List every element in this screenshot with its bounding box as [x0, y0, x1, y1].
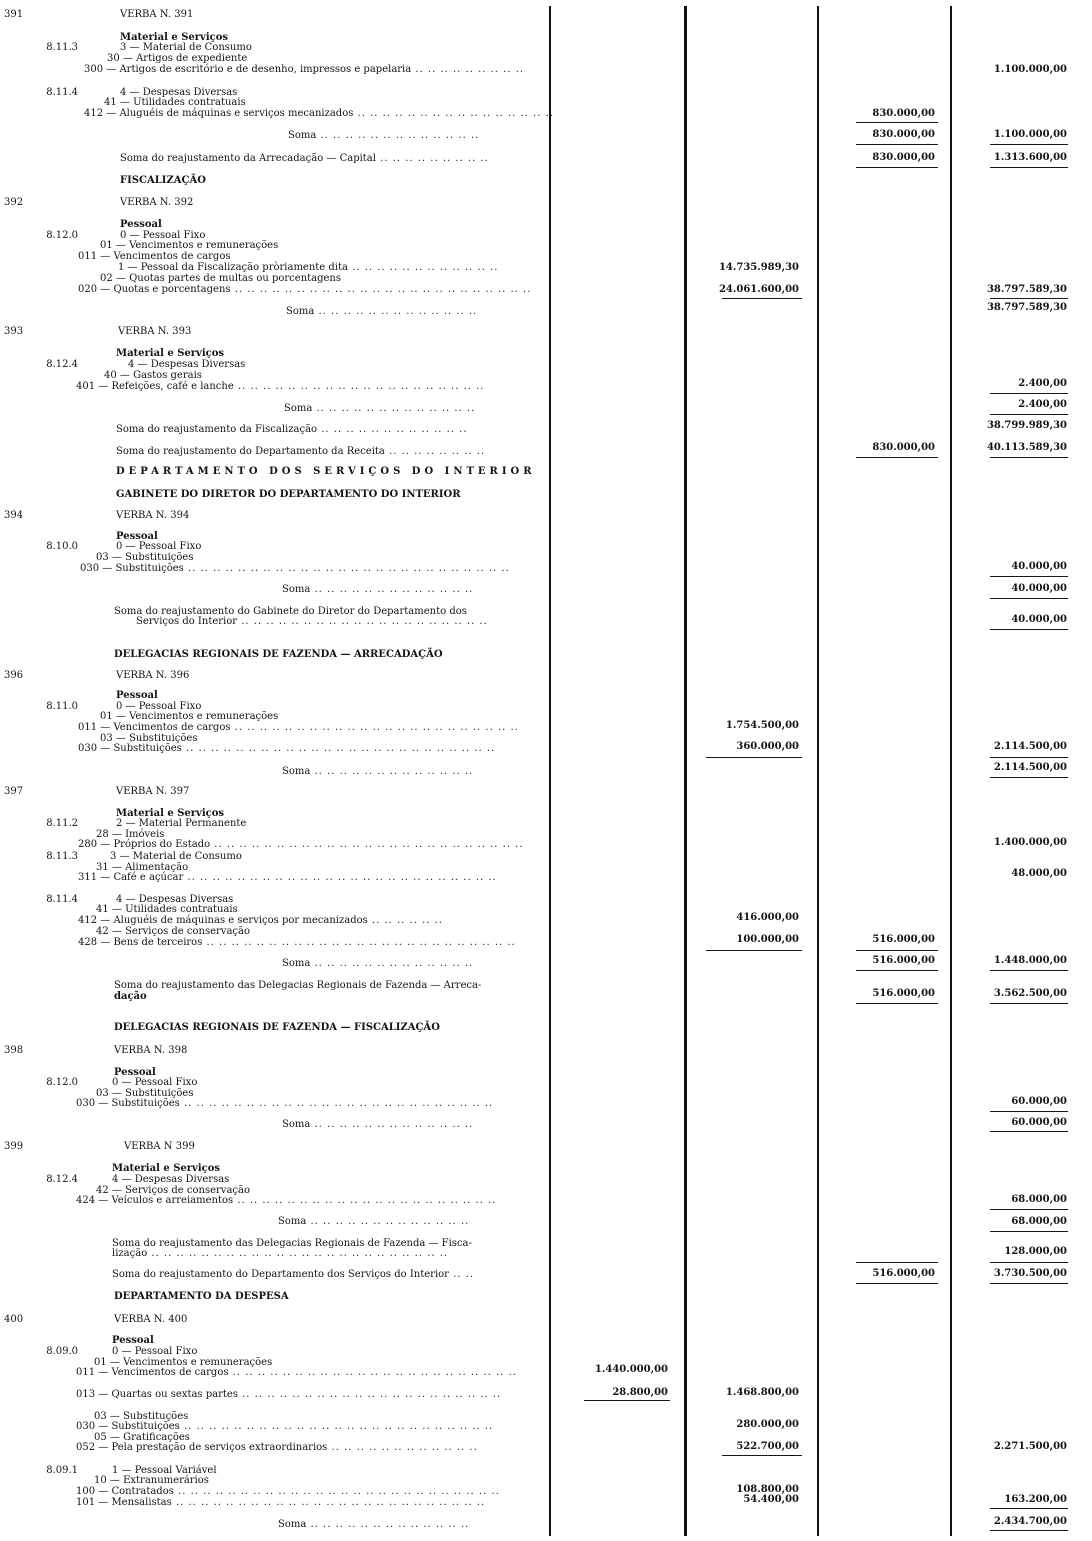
- column-rule: [817, 6, 819, 1536]
- sum-amount: 1.448.000,00: [993, 955, 1067, 966]
- line-label: 052 — Pela prestação de serviços extraordinarios .. .. .. .. .. .. .. .. .. .. .. ..: [76, 1442, 478, 1453]
- sum-rule: [990, 1003, 1068, 1004]
- line-label: 030 — Substituições .. .. .. .. .. .. .. .. .. .. .. .. .. .. .. .. .. .. .. .. .. .. .. .. ..: [76, 1421, 494, 1432]
- verba-heading: VERBA N. 392: [120, 197, 194, 208]
- line-label: 1 — Pessoal da Fiscalização pròriamente dita .. .. .. .. .. .. .. .. .. .. .. ..: [118, 262, 499, 273]
- sum-rule: [584, 1400, 670, 1401]
- sum-rule: [990, 457, 1068, 458]
- verba-heading: VERBA N 399: [124, 1141, 195, 1152]
- sum-amount: 516.000,00: [872, 1268, 935, 1279]
- line-label: 4 — Despesas Diversas: [116, 894, 234, 905]
- amount: 360.000,00: [736, 741, 799, 752]
- amount: 522.700,00: [736, 1441, 799, 1452]
- account-code: 8.09.0: [46, 1346, 78, 1357]
- verba-heading: VERBA N. 391: [120, 9, 194, 20]
- sum-rule: [856, 457, 938, 458]
- verba-heading: VERBA N. 396: [116, 670, 190, 681]
- sum-amount: 40.113.589,30: [986, 442, 1067, 453]
- line-label: 280 — Próprios do Estado .. .. .. .. .. .. .. .. .. .. .. .. .. .. .. .. .. .. .. .. .. .. .. .. ..: [78, 839, 524, 850]
- line-label: 0 — Pessoal Fixo: [112, 1346, 198, 1357]
- sum-amount: 3.730.500,00: [993, 1268, 1067, 1279]
- sum-label: Serviços do Interior .. .. .. .. .. .. .. .. .. .. .. .. .. .. .. .. .. .. .. ..: [136, 616, 488, 627]
- category-heading: Pessoal: [112, 1335, 154, 1346]
- sum-rule: [990, 167, 1068, 168]
- sum-amount: 1.313.600,00: [993, 152, 1067, 163]
- sum-label: Soma .. .. .. .. .. .. .. .. .. .. .. .. ..: [286, 306, 478, 317]
- line-label: 2 — Material Permanente: [116, 818, 247, 829]
- line-label: 42 — Serviços de conservação: [96, 926, 250, 937]
- line-label: 31 — Alimentação: [96, 862, 189, 873]
- sum-label: Soma do reajustamento das Delegacias Regionais de Fazenda — Arreca-: [114, 980, 482, 991]
- sum-label: dação: [114, 991, 147, 1002]
- line-label: 05 — Gratificações: [94, 1432, 190, 1443]
- line-label: 428 — Bens de terceiros .. .. .. .. .. .. .. .. .. .. .. .. .. .. .. .. .. .. .. .. .. .. .. .. ..: [78, 937, 516, 948]
- line-label: 02 — Quotas partes de multas ou porcentagens: [100, 273, 342, 284]
- amount: 1.440.000,00: [594, 1364, 668, 1375]
- sum-amount: 516.000,00: [872, 988, 935, 999]
- item-number: 392: [4, 197, 24, 208]
- line-label: 28 — Imóveis: [96, 829, 165, 840]
- verba-heading: VERBA N. 398: [114, 1045, 188, 1056]
- sum-label: Soma do reajustamento da Fiscalização .. .. .. .. .. .. .. .. .. .. .. ..: [116, 424, 468, 435]
- line-label: 020 — Quotas e porcentagens .. .. .. .. .. .. .. .. .. .. .. .. .. .. .. .. .. .. .. .. .. .. .. ..: [78, 284, 532, 295]
- sum-amount: 830.000,00: [872, 152, 935, 163]
- amount: 1.400.000,00: [993, 837, 1067, 848]
- sum-amount: 2.434.700,00: [993, 1516, 1067, 1527]
- item-number: 393: [4, 326, 24, 337]
- line-label: 3 — Material de Consumo: [120, 42, 252, 53]
- category-heading: Pessoal: [114, 1067, 156, 1078]
- line-label: 0 — Pessoal Fixo: [116, 701, 202, 712]
- sum-rule: [856, 1003, 938, 1004]
- line-label: 412 — Aluguéis de máquinas e serviços mecanizados .. .. .. .. .. .. .. .. .. .. .. .. .. .. .. ..: [84, 108, 554, 119]
- amount: 100.000,00: [736, 934, 799, 945]
- line-label: 412 — Aluguéis de máquinas e serviços por mecanizados .. .. .. .. .. ..: [78, 915, 443, 926]
- sum-rule: [990, 1231, 1068, 1232]
- account-code: 8.12.4: [46, 1174, 78, 1185]
- line-label: 030 — Substituições .. .. .. .. .. .. .. .. .. .. .. .. .. .. .. .. .. .. .. .. .. .. .. .. ..: [76, 1098, 494, 1109]
- sum-label: Soma do reajustamento do Gabinete do Diretor do Departamento dos: [114, 606, 467, 617]
- line-label: 10 — Extranumerários: [94, 1475, 209, 1486]
- line-label: 01 — Vencimentos e remunerações: [94, 1357, 273, 1368]
- amount: 68.000,00: [1011, 1194, 1067, 1205]
- sum-label: Soma .. .. .. .. .. .. .. .. .. .. .. .. ..: [282, 958, 474, 969]
- sum-label: Soma .. .. .. .. .. .. .. .. .. .. .. .. ..: [282, 1119, 474, 1130]
- item-number: 397: [4, 786, 24, 797]
- amount: 416.000,00: [736, 912, 799, 923]
- item-number: 398: [4, 1045, 24, 1056]
- sum-label: Soma .. .. .. .. .. .. .. .. .. .. .. .. ..: [282, 766, 474, 777]
- line-label: 30 — Artigos de expediente: [107, 53, 248, 64]
- column-rule: [684, 6, 687, 1536]
- category-heading: Pessoal: [120, 219, 162, 230]
- account-code: 8.12.0: [46, 1077, 78, 1088]
- line-label: 4 — Despesas Diversas: [128, 359, 246, 370]
- section-heading: FISCALIZAÇÃO: [120, 175, 206, 186]
- section-heading: DELEGACIAS REGIONAIS DE FAZENDA — FISCALIZAÇÃO: [114, 1022, 440, 1033]
- line-label: 424 — Veículos e arreiamentos .. .. .. .. .. .. .. .. .. .. .. .. .. .. .. .. .. .. .. .. ..: [76, 1195, 497, 1206]
- sum-rule: [990, 629, 1068, 630]
- account-code: 8.10.0: [46, 541, 78, 552]
- sum-rule: [856, 167, 938, 168]
- sum-amount: 830.000,00: [872, 129, 935, 140]
- sum-rule: [990, 144, 1068, 145]
- sum-rule: [990, 777, 1068, 778]
- sum-amount: 60.000,00: [1011, 1117, 1067, 1128]
- category-heading: Material e Serviços: [120, 32, 229, 43]
- category-heading: Material e Serviços: [116, 808, 225, 819]
- sum-amount: 2.114.500,00: [993, 762, 1067, 773]
- sum-amount: 40.000,00: [1011, 583, 1067, 594]
- sum-amount: 38.799.989,30: [986, 420, 1067, 431]
- amount: 1.468.800,00: [725, 1387, 799, 1398]
- sum-rule: [856, 122, 938, 123]
- sum-rule: [722, 1455, 802, 1456]
- item-number: 399: [4, 1141, 24, 1152]
- sum-rule: [990, 598, 1068, 599]
- sum-label: Soma do reajustamento das Delegacias Regionais de Fazenda — Fisca-: [112, 1238, 472, 1249]
- sum-rule: [990, 393, 1068, 394]
- sum-label: Soma .. .. .. .. .. .. .. .. .. .. .. .. ..: [278, 1519, 470, 1530]
- amount: 24.061.600,00: [718, 284, 799, 295]
- account-code: 8.11.4: [46, 894, 78, 905]
- sum-label: Soma .. .. .. .. .. .. .. .. .. .. .. .. ..: [284, 403, 476, 414]
- sum-rule: [856, 1262, 938, 1263]
- line-label: 0 — Pessoal Fixo: [120, 230, 206, 241]
- line-label: 03 — Substituções: [94, 1411, 189, 1422]
- amount: 2.271.500,00: [993, 1441, 1067, 1452]
- sum-rule: [722, 298, 802, 299]
- line-label: 030 — Substituições .. .. .. .. .. .. .. .. .. .. .. .. .. .. .. .. .. .. .. .. .. .. .. .. .. ..: [80, 563, 510, 574]
- line-label: 100 — Contratados .. .. .. .. .. .. .. .. .. .. .. .. .. .. .. .. .. .. .. .. .. .. .. .. .. ..: [76, 1486, 500, 1497]
- line-label: 41 — Utilidades contratuais: [96, 904, 238, 915]
- sum-rule: [856, 144, 938, 145]
- sum-label: Soma do reajustamento do Departamento da Receita .. .. .. .. .. .. .. ..: [116, 446, 486, 457]
- account-code: 8.11.2: [46, 818, 78, 829]
- amount: 280.000,00: [736, 1419, 799, 1430]
- line-label: 4 — Despesas Diversas: [120, 87, 238, 98]
- sum-rule: [856, 970, 938, 971]
- line-label: 0 — Pessoal Fixo: [116, 541, 202, 552]
- account-code: 8.11.3: [46, 42, 78, 53]
- amount: 108.800,00: [736, 1484, 799, 1495]
- line-label: 011 — Vencimentos de cargos .. .. .. .. .. .. .. .. .. .. .. .. .. .. .. .. .. .. .. .. .. .. ..: [78, 722, 519, 733]
- category-heading: Material e Serviços: [112, 1163, 221, 1174]
- line-label: 011 — Vencimentos de cargos: [78, 251, 231, 262]
- sum-amount: 38.797.589,30: [986, 302, 1067, 313]
- line-label: 41 — Utilidades contratuais: [104, 97, 246, 108]
- sum-rule: [706, 757, 802, 758]
- line-label: 42 — Serviços de conservação: [96, 1185, 250, 1196]
- line-label: 3 — Material de Consumo: [110, 851, 242, 862]
- sum-rule: [990, 298, 1068, 299]
- line-label: 0 — Pessoal Fixo: [112, 1077, 198, 1088]
- sum-amount: 2.400,00: [1018, 399, 1067, 410]
- sum-rule: [990, 1131, 1068, 1132]
- line-label: 011 — Vencimentos de cargos .. .. .. .. .. .. .. .. .. .. .. .. .. .. .. .. .. .. .. .. .. .. ..: [76, 1367, 517, 1378]
- account-code: 8.11.3: [46, 851, 78, 862]
- sum-rule: [990, 1530, 1068, 1531]
- line-label: 300 — Artigos de escritório e de desenho, impressos e papelaria .. .. .. .. .. .. .. .. ..: [84, 64, 525, 75]
- sum-rule: [990, 1283, 1068, 1284]
- line-label: 03 — Substituições: [96, 552, 194, 563]
- item-number: 394: [4, 510, 24, 521]
- section-heading: DELEGACIAS REGIONAIS DE FAZENDA — ARRECADAÇÃO: [114, 649, 443, 660]
- verba-heading: VERBA N. 400: [114, 1314, 188, 1325]
- account-code: 8.12.0: [46, 230, 78, 241]
- amount: 28.800,00: [612, 1387, 668, 1398]
- verba-heading: VERBA N. 393: [118, 326, 192, 337]
- amount: 2.114.500,00: [993, 741, 1067, 752]
- amount: 54.400,00: [743, 1494, 799, 1505]
- amount: 830.000,00: [872, 108, 935, 119]
- line-label: 40 — Gastos gerais: [104, 370, 202, 381]
- line-label: 401 — Refeições, café e lanche .. .. .. .. .. .. .. .. .. .. .. .. .. .. .. .. .. .. .. ..: [76, 381, 485, 392]
- sum-amount: 1.100.000,00: [993, 129, 1067, 140]
- sum-rule: [990, 1262, 1068, 1263]
- sum-rule: [990, 1111, 1068, 1112]
- line-label: 01 — Vencimentos e remunerações: [100, 711, 279, 722]
- verba-heading: VERBA N. 397: [116, 786, 190, 797]
- sum-rule: [990, 757, 1068, 758]
- category-heading: Material e Serviços: [116, 348, 225, 359]
- sum-rule: [990, 576, 1068, 577]
- line-label: 01 — Vencimentos e remunerações: [100, 240, 279, 251]
- amount: 1.100.000,00: [993, 64, 1067, 75]
- account-code: 8.11.4: [46, 87, 78, 98]
- line-label: 311 — Café e açúcar .. .. .. .. .. .. .. .. .. .. .. .. .. .. .. .. .. .. .. .. .. .. .. .. ..: [78, 872, 497, 883]
- item-number: 400: [4, 1314, 24, 1325]
- amount: 48.000,00: [1011, 868, 1067, 879]
- verba-heading: VERBA N. 394: [116, 510, 190, 521]
- line-label: 013 — Quartas ou sextas partes .. .. .. .. .. .. .. .. .. .. .. .. .. .. .. .. .. .. .. .. ..: [76, 1389, 502, 1400]
- line-label: 101 — Mensalistas .. .. .. .. .. .. .. .. .. .. .. .. .. .. .. .. .. .. .. .. .. .. .. .. ..: [76, 1497, 486, 1508]
- line-label: 4 — Despesas Diversas: [112, 1174, 230, 1185]
- amount: 2.400,00: [1018, 378, 1067, 389]
- category-heading: Pessoal: [116, 690, 158, 701]
- sum-label: Soma .. .. .. .. .. .. .. .. .. .. .. .. ..: [278, 1216, 470, 1227]
- sum-rule: [856, 1283, 938, 1284]
- line-label: 03 — Substituições: [100, 733, 198, 744]
- amount: 1.754.500,00: [725, 720, 799, 731]
- account-code: 8.09.1: [46, 1465, 78, 1476]
- amount: 516.000,00: [872, 934, 935, 945]
- sum-label: Soma do reajustamento do Departamento dos Serviços do Interior .. ..: [112, 1269, 475, 1280]
- sum-label: Soma .. .. .. .. .. .. .. .. .. .. .. .. ..: [282, 584, 474, 595]
- section-heading: DEPARTAMENTO DOS SERVIÇOS DO INTERIOR: [116, 466, 536, 477]
- section-heading: DEPARTAMENTO DA DESPESA: [114, 1291, 289, 1302]
- account-code: 8.12.4: [46, 359, 78, 370]
- sum-amount: 40.000,00: [1011, 614, 1067, 625]
- column-rule: [549, 6, 551, 1536]
- line-label: 1 — Pessoal Variável: [112, 1465, 217, 1476]
- sum-label: lização .. .. .. .. .. .. .. .. .. .. .. .. .. .. .. .. .. .. .. .. .. .. .. ..: [112, 1248, 449, 1259]
- sum-amount: 3.562.500,00: [993, 988, 1067, 999]
- amount: 60.000,00: [1011, 1096, 1067, 1107]
- sum-rule: [856, 950, 938, 951]
- item-number: 391: [4, 9, 24, 20]
- sum-label: Soma .. .. .. .. .. .. .. .. .. .. .. .. ..: [288, 130, 480, 141]
- sum-rule: [990, 414, 1068, 415]
- amount: 40.000,00: [1011, 561, 1067, 572]
- sum-amount: 516.000,00: [872, 955, 935, 966]
- sum-rule: [990, 1209, 1068, 1210]
- account-code: 8.11.0: [46, 701, 78, 712]
- column-rule: [950, 6, 952, 1536]
- amount: 163.200,00: [1004, 1494, 1067, 1505]
- sum-amount: 830.000,00: [872, 442, 935, 453]
- item-number: 396: [4, 670, 24, 681]
- line-label: 030 — Substituições .. .. .. .. .. .. .. .. .. .. .. .. .. .. .. .. .. .. .. .. .. .. .. .. ..: [78, 743, 496, 754]
- amount: 38.797.589,30: [986, 284, 1067, 295]
- sum-rule: [706, 950, 802, 951]
- amount: 14.735.989,30: [718, 262, 799, 273]
- sum-amount: 68.000,00: [1011, 1216, 1067, 1227]
- sum-label: Soma do reajustamento da Arrecadação — Capital .. .. .. .. .. .. .. .. ..: [120, 153, 489, 164]
- sum-amount: 128.000,00: [1004, 1246, 1067, 1257]
- section-heading: GABINETE DO DIRETOR DO DEPARTAMENTO DO INTERIOR: [116, 489, 461, 500]
- sum-rule: [990, 1508, 1068, 1509]
- sum-rule: [990, 970, 1068, 971]
- line-label: 03 — Substituições: [96, 1088, 194, 1099]
- category-heading: Pessoal: [116, 531, 158, 542]
